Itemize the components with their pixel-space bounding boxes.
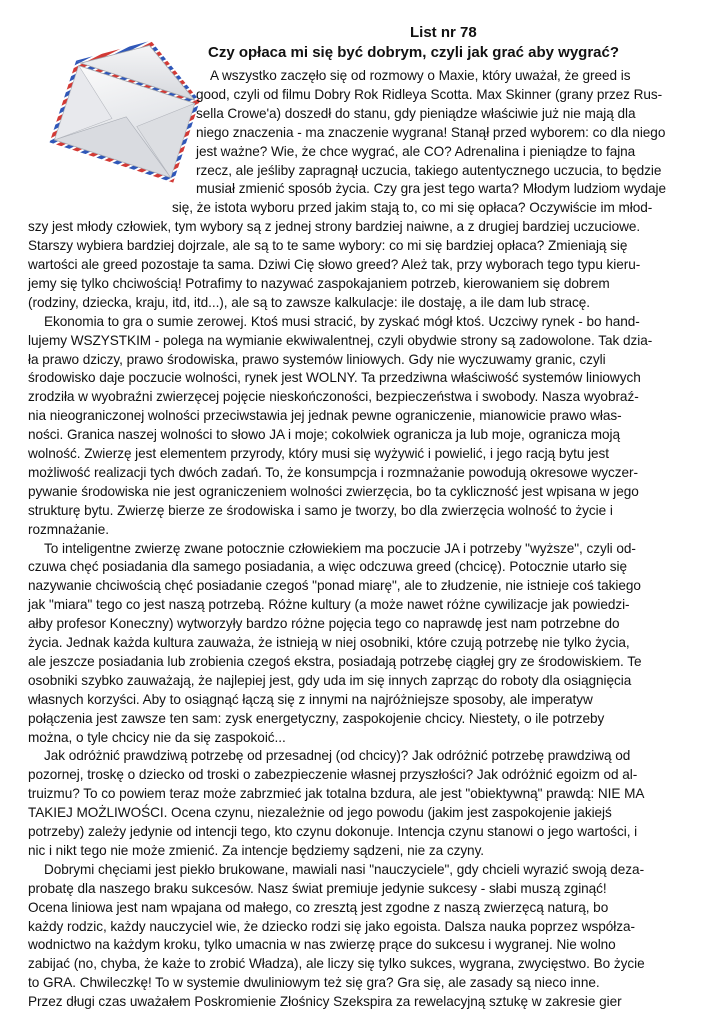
body-line: Ocena liniowa jest nam wpajana od małego, co zresztą jest zgodne z naszą zwierzęcą naturą, bo [28,899,609,915]
letter-title: List nr 78 [410,24,477,41]
body-line: nic i nikt tego nie może zmienić. Za intencje będziemy sądzeni, nie za czyny. [28,842,485,858]
body-line: Ekonomia to gra o sumie zerowej. Ktoś musi stracić, by zyskać mógł ktoś. Uczciwy rynek - bo hand- [44,313,640,329]
body-line: życia. Jednak każda kultura zauważa, że istnieją w niej osobniki, które czują potrzebę nie tylko życia, [28,635,630,650]
body-line: lujemy WSZYSTKIM - polega na wymianie ekwiwalentnej, czyli obydwie strony są zadowolone. Tak dzia- [28,332,653,348]
body-line: ałby profesor Koneczny) wytworzyły bardzo różne pojęcia tego co naprawdę jest nam potrzebne do [28,616,620,632]
body-line: Dobrymi chęciami jest piekło brukowane, mawiali nasi "nauczyciele", gdy chcieli wyrazić swoją deza- [44,861,645,877]
body-line: ale jeszcze posiadania lub zrobienia czegoś ekstra, posiadają potrzebę ciągłej gry ze środowiskiem. Te [28,653,642,669]
body-line: każdy rodzic, każdy nauczyciel wie, że dziecko rodzi się jako egoista. Dalsza nauka poprzez współza- [28,918,636,934]
body-line: potrzeby) zależy jedynie od intencji tego, kto czynu dokonuje. Intencja czynu stanowi o jego wartości, i [28,824,638,839]
body-line: Jak odróżnić prawdziwą potrzebę od przesadnej (od chcicy)? Jak odróżnić potrzebę prawdziwą od [44,748,631,764]
body-line: To inteligentne zwierzę zwane potocznie człowiekiem ma poczucie JA i potrzeby "wyższe", czyli od- [44,540,636,556]
body-line: Przez długi czas uważałem Poskromienie Złośnicy Szekspira za rewelacyjną sztukę w zakresie gier [28,994,622,1010]
body-line: strukturę bytu. Zwierzę bierze ze środowiska i samo je tworzy, bo dla zwierzęcia wolność to życie i [28,502,613,518]
body-line: TAKIEJ MOŻLIWOŚCI. Ocena czynu, niezależnie od jego powodu (jakim jest zaspokojenie jakiejś [28,805,612,821]
body-line: nazywanie chciwością chęć posiadanie czegoś "ponad miarę", ale to złudzenie, nie istnieje coś takiego [28,578,641,594]
envelope-icon [44,36,204,186]
body-line: good, czyli od filmu Dobry Rok Ridleya Scotta. Max Skinner (grany przez Rus- [196,86,663,102]
body-line: niego znaczenia - ma znaczenie wygrana! Stanął przed wyborem: co dla niego [196,124,666,140]
body-line: rozmnażanie. [28,521,110,537]
body-line: jest ważne? Wie, że chce wygrać, ale CO? Adrenalina i pieniądze to fajna [196,143,636,159]
body-line: się, że istota wyboru przed jakim stają to, co mi się opłaca? Oczywiście im młod- [172,200,653,216]
body-line: wodnictwo na każdym kroku, tylko umacnia w nas zwierzę prące do sukcesu i wygranej. Nie wolno [28,937,616,953]
body-line: możliwość realizacji tych dwóch zadań. To, że konsumpcja i rozmnażanie powodują okresowe wyczer- [28,464,638,480]
body-line: jemy się tylko chciwością! Potrafimy to nazywać zaspokajaniem potrzeb, kierowaniem się dobrem [28,275,610,291]
body-line: probatę dla naszego braku sukcesów. Nasz świat premiuje jedynie sukcesy - słabi muszą zginąć! [28,880,607,896]
body-line: pywanie środowiska nie jest ograniczeniem wolności zwierzęcia, bo ta cykliczność jest wpisana w jego [28,483,639,499]
body-line: zabijać (no, chyba, że każe to zrobić Władza), ale liczy się tylko sukces, wygrana, zwycięstwo. Bo życie [28,956,645,972]
body-line: szy jest młody człowiek, tym wybory są z jednej strony bardziej naiwne, a z drugiej bardziej uczuciowe. [28,219,641,235]
body-line: ności. Granica naszej wolności to słowo JA i moje; cokolwiek ogranicza ja lub moje, ogranicza moją [28,427,620,443]
body-line: musiał zmienić sposób życia. Czy gra jest tego warta? Młodym ludziom wydaje [196,181,666,197]
body-line: zrodziła w wyobraźni zwierzęcej pojęcie nieskończoności, bezpieczeństwa i swobody. Nasza wyobraź- [28,389,639,405]
body-line: połączenia jest zawsze ten sam: zysk energetyczny, zaspokojenie chcicy. Niestety, o ile potrzeby [28,710,605,726]
body-line: truizmu? To co powiem teraz może zabrzmieć jak totalna bzdura, ale jest "obiektywną" prawdą: NIE MA [28,786,645,802]
body-line: czuwa chęć posiadania dla samego posiadania, a więc odczuwa greed (chcicę). Potocznie utarło się [28,559,627,575]
body-line: sella Crowe'a) doszedł do stanu, gdy pieniądze właściwie już nie mają dla [196,105,636,121]
body-line: osobniki szybko zauważają, że najlepiej jest, gdy uda im się innych zaprząc do roboty dla osiągnięcia [28,672,632,688]
body-line: ła prawo dziczy, prawo środowiska, prawo systemów liniowych. Gdy nie wyczuwamy granic, czyli [28,351,606,367]
letter-subtitle: Czy opłaca mi się być dobrym, czyli jak grać aby wygrać? [208,44,620,61]
body-line: A wszystko zaczęło się od rozmowy o Maxie, który uważał, że greed is [210,68,631,83]
body-line: środowisko daje poczucie wolności, rynek jest WOLNY. Ta przedziwna właściwość systemów liniowych [28,370,641,386]
body-line: wolność. Zwierzę jest elementem przyrody, który musi się wyżywić i powielić, i jego racją bytu jest [28,446,610,461]
body-line: to GRA. Chwileczkę! To w systemie dwuliniowym też się gra? Gra się, ale zasady są nieco inne. [28,975,600,991]
body-line: jak "miara" tego co jest naszą potrzebą. Różne kultury (a może nawet różne cywilizacje jak powiedzi- [28,597,630,613]
body-line: rzecz, ale jeśliby zapragnął uczucia, takiego autentycznego uczucia, to będzie [196,162,662,178]
body-line: nia nieograniczonej wolności przeciwstawia jej jednak pewne ograniczenie, mianowicie prawo włas- [28,408,622,424]
body-line: własnych korzyści. Aby to osiągnąć łączą się z innymi na najróżniejsze sposoby, ale imperatyw [28,691,593,707]
body-line: Starszy wybiera bardziej dojrzale, ale są to te same wybory: co mi się bardziej opłaca? Zmieniają się [28,238,628,254]
body-line: wartości ale greed pozostaje ta sama. Dziwi Cię słowo greed? Ależ tak, przy wyborach tego typu kieru- [28,257,641,272]
body-line: (rodziny, dziecka, kraju, itd, itd...), ale są to zawsze kalkulacje: ile dostaję, a ile dam lub stracę. [28,294,591,310]
body-line: pozornej, troskę o dziecko od troski o zabezpieczenie własnej przyszłości? Jak odróżnić egoizm od al- [28,767,638,783]
body-line: można, o tyle chcicy nie da się zaspokoić... [28,729,286,745]
